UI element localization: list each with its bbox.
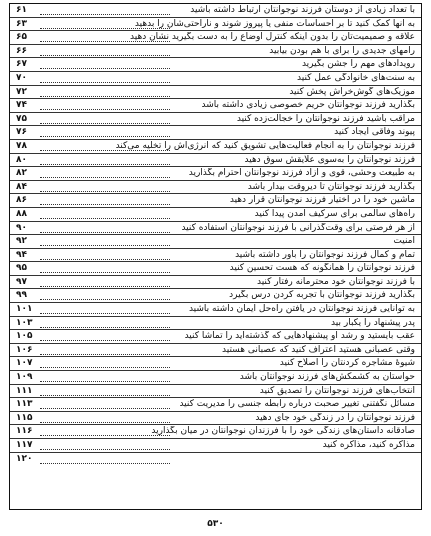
toc-entry-title: مذاکره کنید، مذاکره کنید [322,440,415,450]
toc-entry-title: موزیک‌های گوش‌خراش پخش کنید [289,86,415,97]
toc-entry [10,303,421,317]
toc-entry-title: فرزند نوجوانتان را در زندگی خود جای دهید [255,412,415,423]
toc-entry-page: ۶۶ [16,45,27,56]
toc-entry [10,113,421,127]
toc-entry-page: ۷۵ [16,113,27,124]
toc-entry [10,412,421,426]
toc-entry-page: ۱۱۱ [16,385,33,396]
toc-entry [10,4,421,18]
toc-entry [10,439,421,453]
page-number: ۵۳۰ [207,519,224,529]
toc-entry-title: به طبیعت وحشی، قوی و آزاد فرزند نوجوانتان احترام بگذارید [188,168,415,179]
toc-entry-page: ۱۰۶ [16,344,33,355]
toc-entry-title: راه‌های سالمی برای سرکیف آمدن پیدا کنید [254,208,415,219]
toc-entry [10,194,421,208]
toc-entry [10,398,421,412]
toc-entry-title: شیوهٔ مشاجره کردنتان را اصلاح کنید [279,358,415,369]
toc-entry-title: مراقب باشید فرزند نوجوانتان را خجالت‌زده کنید [236,113,415,124]
toc-entry-page: ۱۰۹ [16,372,33,383]
toc-entry-page: ۱۰۳ [16,317,33,328]
toc-entry-page: ۷۴ [16,100,27,111]
toc-entry-page: ۹۰ [16,222,27,233]
toc-entry-page: ۱۱۷ [16,440,33,450]
toc-entry-page: ۱۱۳ [16,399,33,410]
toc-entry-page: ۷۶ [16,127,27,138]
toc-entry [10,235,421,249]
toc-entry [10,18,421,32]
toc-entry-title: ماشین خود را در اختیار فرزند نوجوانتان قرار دهید [229,195,415,206]
toc-entry-title: رویدادهای مهم را جشن بگیرید [301,59,415,70]
toc-entry-title: عقب بایستید و رشد او پیشنهادهایی که گذشته‌اید را تماشا کنید [184,331,415,342]
toc-entry [10,72,421,86]
toc-entry-title: بگذارید فرزند نوجوانتان حریم خصوصی زیادی داشته باشد [201,100,415,111]
toc-entry [10,357,421,371]
toc-entry-page: ۶۳ [16,18,27,29]
toc-entry-title: بگذارید فرزند نوجوانتان تا دیروقت بیدار باشد [247,181,415,192]
toc-entry [10,222,421,236]
toc-entry-page: ۷۲ [16,86,27,97]
toc-entry [10,330,421,344]
toc-entry [10,344,421,358]
toc-entry-title: فرزند نوجوانتان را به انجام فعالیت‌هایی تشویق کنید که انرژی‌اش را تخلیه می‌کند [115,140,415,151]
toc-entry-page: ۷۸ [16,140,27,151]
toc-entry-page: ۹۷ [16,276,27,287]
toc-frame [9,3,422,510]
toc-entry-page: ۸۴ [16,181,27,192]
toc-entry-title: امنیت [393,236,415,247]
toc-entry-title: با تعداد زیادی از دوستان فرزند نوجوانتان ارتباط داشته باشید [190,5,415,15]
toc-entry-title: بگذارید فرزند نوجوانتان با تجربه کردن درس بگیرد [229,290,415,301]
toc-entry-title: به توانایی فرزند نوجوانتان در یافتن راه‌حل ایمان داشته باشید [188,304,415,315]
toc-entry-page: ۸۸ [16,208,27,219]
toc-entry [10,453,421,467]
toc-entry-page: ۷۰ [16,72,27,83]
toc-entry [10,167,421,181]
toc-entry-title: با فرزند نوجوانتان خود محترمانه رفتار کنید [256,276,415,287]
toc-entry-page: ۶۵ [16,32,27,43]
toc-entry-title: پیوند وفاقی ایجاد کنید [334,127,415,138]
toc-entry-page: ۹۴ [16,249,27,260]
toc-entry [10,86,421,100]
toc-entry-page: ۹۵ [16,263,27,274]
toc-entry [10,181,421,195]
toc-entry-page: ۱۰۷ [16,358,33,369]
toc-entry [10,385,421,399]
toc-entry-title: از هر فرصتی برای وقت‌گذرانی با فرزند نوجوانتان استفاده کنید [181,222,415,233]
toc-entry-page: ۱۱۵ [16,412,33,423]
toc-entry [10,317,421,331]
toc-list [10,4,421,466]
toc-entry [10,99,421,113]
toc-entry-title: وقتی عصبانی هستید اعتراف کنید که عصبانی هستید [222,344,415,355]
toc-entry-title: صادقانه داستان‌های زندگی خود را با فرزندان نوجوانتان در میان بگذارید [151,426,415,437]
toc-entry [10,249,421,263]
toc-entry-title: مسائل نگفتنی تغییر صحبت درباره رابطه جنسی را مدیریت کنید [179,399,415,410]
toc-entry [10,154,421,168]
toc-entry-title: فرزند نوجوانتان را به‌سوی علایقش سوق دهید [244,154,415,165]
toc-entry [10,208,421,222]
toc-entry-title: حواستان به کشمکش‌های فرزند نوجوانتان باشد [239,372,415,383]
toc-entry [10,425,421,439]
toc-entry [10,140,421,154]
toc-entry-page: ۱۰۱ [16,304,33,315]
toc-entry-page: ۶۱ [16,5,27,15]
toc-entry-page: ۹۹ [16,290,27,301]
toc-entry-title: به آنها کمک کنید تا بر احساسات منفی یا پیروز شوند و ناراحتی‌شان را بدهید [134,18,415,29]
toc-entry-page: ۱۲۰ [16,453,33,464]
toc-entry-title: فرزند نوجوانتان را همانگونه که هست تحسین کنید [229,263,415,274]
toc-entry-page: ۸۶ [16,195,27,206]
toc-entry-title: علاقه و صمیمیت‌تان را بدون اینکه کنترل اوضاع را به دست بگیرید نشان دهید [130,32,415,43]
leader-dots [40,453,170,464]
toc-entry-page: ۶۷ [16,59,27,70]
toc-entry [10,58,421,72]
toc-entry [10,126,421,140]
toc-entry [10,31,421,45]
toc-entry [10,45,421,59]
toc-entry-title: تمام و کمال فرزند نوجوانتان را باور داشته باشید [235,249,415,260]
toc-entry-title: رامهای جدیدی را برای با هم بودن بیابید [269,45,415,56]
toc-entry-page: ۹۲ [16,236,27,247]
toc-entry [10,371,421,385]
toc-entry-page: ۱۰۵ [16,331,33,342]
toc-entry-page: ۱۱۶ [16,426,33,437]
toc-entry [10,289,421,303]
toc-entry-page: ۸۲ [16,168,27,179]
toc-entry-title: پدر پیشنهاد را یکبار بید [331,317,415,328]
toc-entry-title: به سنت‌های خانوادگی عمل کنید [297,72,415,83]
toc-entry-title: انتخاب‌های فرزند نوجوانتان را تصدیق کنید [259,385,415,396]
toc-entry [10,276,421,290]
toc-entry [10,262,421,276]
toc-entry-page: ۸۰ [16,154,27,165]
